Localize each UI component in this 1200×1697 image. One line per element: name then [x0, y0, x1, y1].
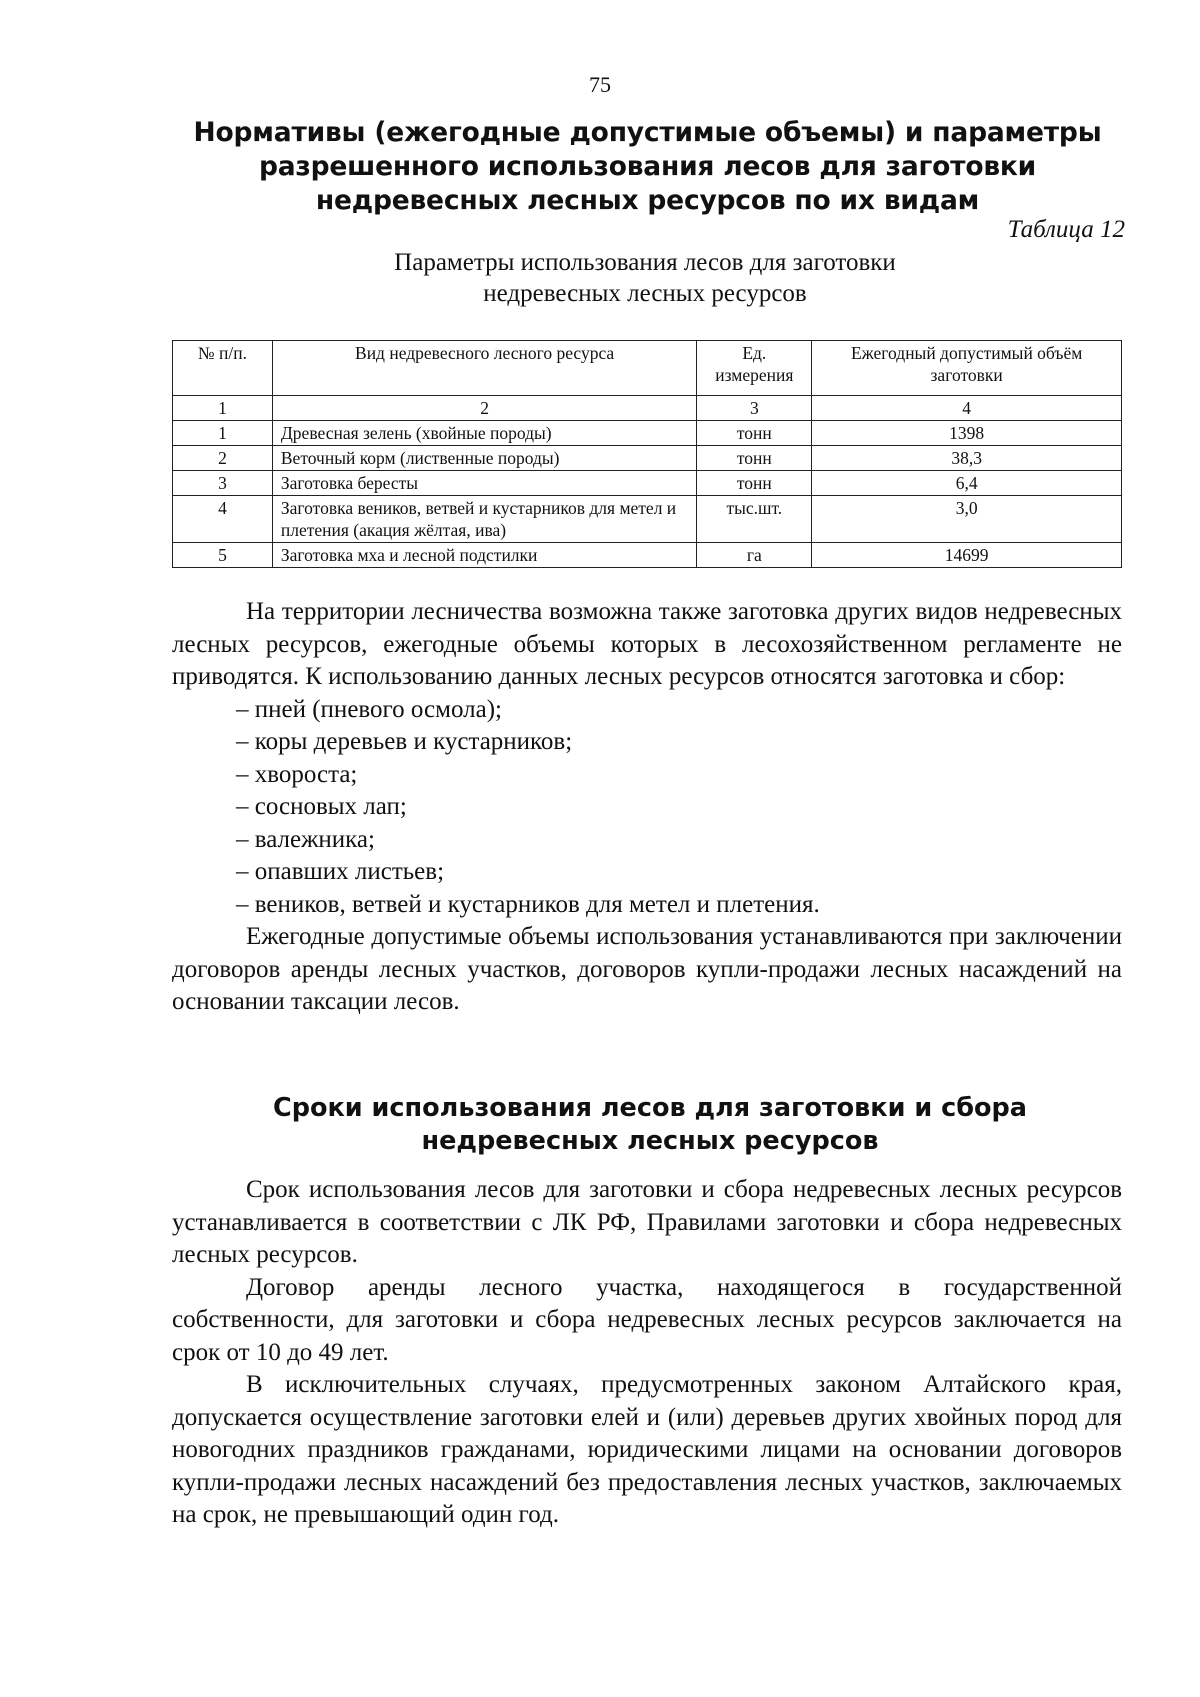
body-text-lower — [172, 1174, 1122, 1532]
unit-cell: тыс.шт. — [697, 496, 812, 543]
paragraph: Договор аренды лесного участка, находящегося в государственной собственности, для заготовки и сбора недревесных лесных ресурсов заключается на срок от 10 до 49 лет. — [172, 1273, 1122, 1366]
list-item: – опавших листьев; — [236, 858, 445, 885]
header-cell-type: Вид недревесного лесного ресурса — [272, 341, 696, 396]
page-number: 75 — [589, 72, 611, 97]
section-heading-line: недревесных лесных ресурсов — [421, 1126, 879, 1156]
table-row — [173, 471, 1122, 496]
list-item: – валежника; — [236, 825, 375, 853]
column-number-cell: 4 — [812, 396, 1122, 421]
resources-table — [172, 340, 1122, 568]
table-header-row — [173, 341, 1122, 396]
row-number-cell: 4 — [173, 496, 273, 543]
header-cell-volume: Ежегодный допустимый объём заготовки — [812, 341, 1122, 396]
row-number-cell: 3 — [173, 471, 273, 496]
list-item: – пней (пневого осмола); — [236, 695, 502, 723]
volume-cell: 6,4 — [812, 471, 1122, 496]
unit-cell: тонн — [697, 446, 812, 471]
column-number-cell: 1 — [173, 396, 273, 421]
paragraph: Срок использования лесов для заготовки и сбора недревесных лесных ресурсов устанавливается в соответствии с ЛК РФ, Правилами заготовки и сбора недревесных лесных ресурсов. — [172, 1176, 1122, 1268]
volume-cell: 14699 — [812, 543, 1122, 568]
table-row — [173, 543, 1122, 568]
table-row — [173, 421, 1122, 446]
row-number-cell: 2 — [173, 446, 273, 471]
resource-type-cell: Заготовка бересты — [272, 471, 696, 496]
column-number-cell: 3 — [697, 396, 812, 421]
paragraph: Ежегодные допустимые объемы использования устанавливаются при заключении договоров аренды лесных участков, договоров купли-продажи лесных насаждений на основании таксации лесов. — [172, 923, 1122, 1015]
paragraph: На территории лесничества возможна также заготовка других видов недревесных лесных ресурсов, ежегодные объемы которых в лесохозяйственном регламенте не приводятся. К использованию данных лесных ресурсов относятся заготовка и сбор: — [172, 598, 1122, 690]
unit-cell: тонн — [697, 471, 812, 496]
table-caption-line: Параметры использования лесов для заготовки — [394, 249, 896, 276]
table-row — [173, 496, 1122, 543]
header-cell-unit: Ед. измерения — [697, 341, 812, 396]
column-numbers-row — [173, 396, 1122, 421]
column-number-cell: 2 — [272, 396, 696, 421]
header-cell-number: № п/п. — [173, 341, 273, 396]
resources-list — [172, 694, 1122, 922]
row-number-cell: 1 — [173, 421, 273, 446]
section-heading — [200, 1092, 1100, 1158]
volume-cell: 38,3 — [812, 446, 1122, 471]
list-item: – коры деревьев и кустарников; — [236, 728, 573, 755]
section-heading-line: Сроки использования лесов для заготовки и сбора — [272, 1093, 1028, 1123]
volume-cell: 1398 — [812, 421, 1122, 446]
list-item: – веников, ветвей и кустарников для метел и плетения. — [236, 890, 820, 918]
volume-cell: 3,0 — [812, 496, 1122, 543]
body-text-upper — [172, 596, 1122, 1019]
table-row — [173, 446, 1122, 471]
unit-cell: га — [697, 543, 812, 568]
resource-type-cell: Заготовка веников, ветвей и кустарников для метел и плетения (акация жёлтая, ива) — [272, 496, 696, 543]
list-item: – хвороста; — [236, 760, 358, 788]
main-heading: Нормативы (ежегодные допустимые объемы) и параметры разрешенного использования лесов для заготовки недревесных лесных ресурсов по их видам — [193, 117, 1102, 216]
resource-type-cell: Заготовка мха и лесной подстилки — [272, 543, 696, 568]
row-number-cell: 5 — [173, 543, 273, 568]
unit-cell: тонн — [697, 421, 812, 446]
paragraph: В исключительных случаях, предусмотренных законом Алтайского края, допускается осуществление заготовки елей и (или) деревьев других хвойных пород для новогодних праздников гражданами, юридическими лицами на основании договоров купли-продажи лесных насаждений без предоставления лесных участков, заключаемых на срок, не превышающий один год. — [172, 1371, 1122, 1528]
resource-type-cell: Веточный корм (лиственные породы) — [272, 446, 696, 471]
table-caption-line: недревесных лесных ресурсов — [483, 280, 807, 307]
table-label: Таблица 12 — [1007, 216, 1125, 243]
resource-type-cell: Древесная зелень (хвойные породы) — [272, 421, 696, 446]
list-item: – сосновых лап; — [236, 793, 407, 820]
table-caption — [250, 247, 1040, 309]
